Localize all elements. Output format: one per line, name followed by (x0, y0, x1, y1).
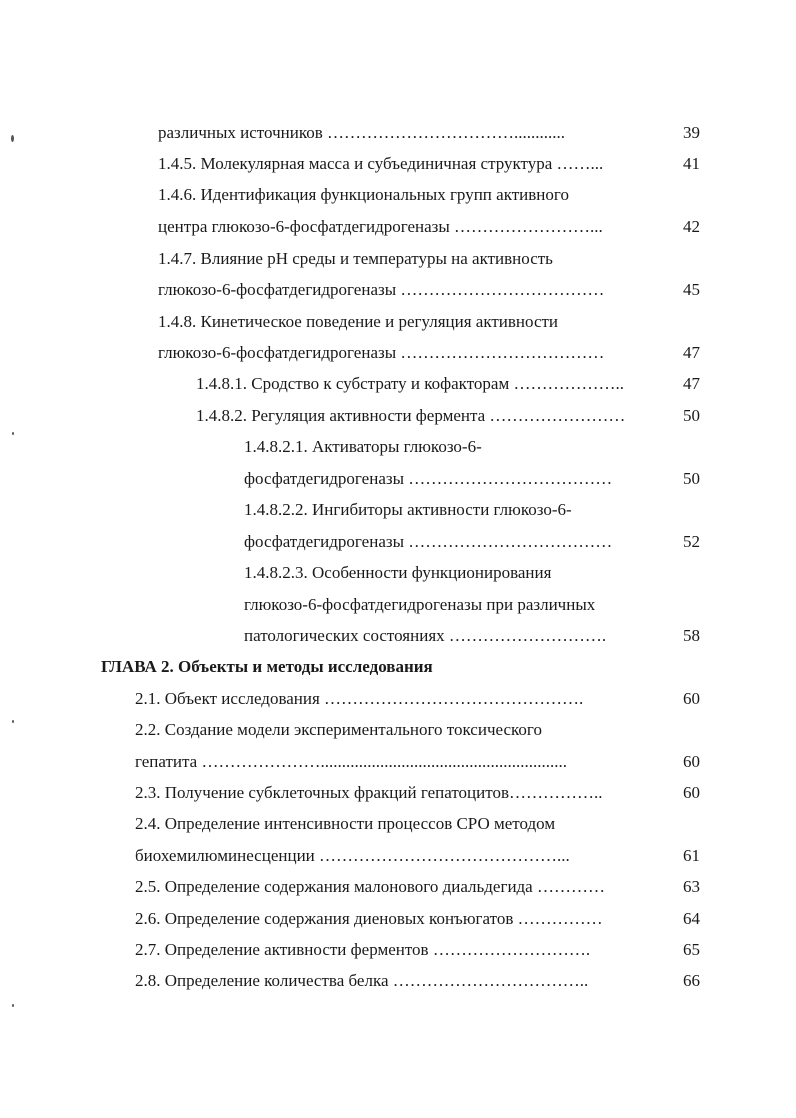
toc-entry-text: 2.3. Получение субклеточных фракций гепатоцитов…………….. (135, 783, 603, 802)
toc-entry-text: 1.4.7. Влияние рН среды и температуры на активность (158, 249, 553, 268)
toc-entry-page: 60 (683, 783, 700, 802)
toc-entry-page: 61 (683, 846, 700, 865)
toc-entry-text: 2.5. Определение содержания малонового диальдегида ………… (135, 877, 605, 896)
toc-entry-text: 2.1. Объект исследования ………………………………………. (135, 689, 584, 708)
toc-entry-page: 47 (683, 343, 700, 362)
scan-speck (11, 135, 14, 142)
toc-entry-page: 52 (683, 532, 700, 551)
toc-entry-text: 2.7. Определение активности ферментов ………………………. (135, 940, 591, 959)
toc-entry-page: 47 (683, 374, 700, 393)
scan-speck (12, 432, 14, 435)
toc-entry-page: 60 (683, 752, 700, 771)
toc-entry-page: 64 (683, 909, 700, 928)
toc-entry-page: 50 (683, 469, 700, 488)
toc-entry-text: 1.4.8.1. Сродство к субстрату и кофакторам ……………….. (196, 374, 624, 393)
toc-entry-text: 2.8. Определение количества белка …………………………….. (135, 971, 589, 990)
toc-entry-text: биохемилюминесценции ……………………………………... (135, 846, 570, 865)
toc-entry-text: глюкозо-6-фосфатдегидрогеназы ……………………………… (158, 280, 605, 299)
toc-entry-text: 1.4.6. Идентификация функциональных групп активного (158, 185, 569, 204)
toc-entry-page: 45 (683, 280, 700, 299)
scan-speck (12, 720, 14, 723)
toc-entry-text: 1.4.8.2.3. Особенности функционирования (244, 563, 552, 582)
toc-entry-page: 60 (683, 689, 700, 708)
toc-entry-page: 66 (683, 971, 700, 990)
toc-entry-text: патологических состояниях ………………………. (244, 626, 607, 645)
toc-entry-text: 1.4.8.2.1. Активаторы глюкозо-6- (244, 437, 482, 456)
toc-entry-text: различных источников ……………………………............ (158, 123, 565, 142)
toc-entry-text: 1.4.8.2. Регуляция активности фермента …………………… (196, 406, 626, 425)
toc-entry-text: 2.2. Создание модели экспериментального токсического (135, 720, 542, 739)
toc-entry-text: фосфатдегидрогеназы ……………………………… (244, 532, 613, 551)
toc-entry-page: 65 (683, 940, 700, 959)
toc-entry-text: 1.4.8.2.2. Ингибиторы активности глюкозо-6- (244, 500, 572, 519)
toc-entry-text: 2.6. Определение содержания диеновых конъюгатов …………… (135, 909, 603, 928)
toc-entry-page: 41 (683, 154, 700, 173)
toc-entry-page: 63 (683, 877, 700, 896)
toc-entry-page: 39 (683, 123, 700, 142)
scan-speck (12, 1004, 14, 1007)
toc-entry-text: глюкозо-6-фосфатдегидрогеназы при различных (244, 595, 596, 614)
toc-entry-page: 42 (683, 217, 700, 236)
toc-entry-text: центра глюкозо-6-фосфатдегидрогеназы ……………………... (158, 217, 603, 236)
toc-entry-page: 50 (683, 406, 700, 425)
toc-entry-page: 58 (683, 626, 700, 645)
toc-entry-text: 2.4. Определение интенсивности процессов СРО методом (135, 814, 556, 833)
toc-entry-text: 1.4.8. Кинетическое поведение и регуляция активности (158, 312, 559, 331)
toc-entry-text: 1.4.5. Молекулярная масса и субъединичная структура ……... (158, 154, 604, 173)
toc-entry-text: гепатита ………………….......................................................... (135, 752, 567, 771)
chapter-heading: ГЛАВА 2. Объекты и методы исследования (101, 657, 433, 676)
toc-entry-text: глюкозо-6-фосфатдегидрогеназы ……………………………… (158, 343, 605, 362)
toc-entry-text: фосфатдегидрогеназы ……………………………… (244, 469, 613, 488)
